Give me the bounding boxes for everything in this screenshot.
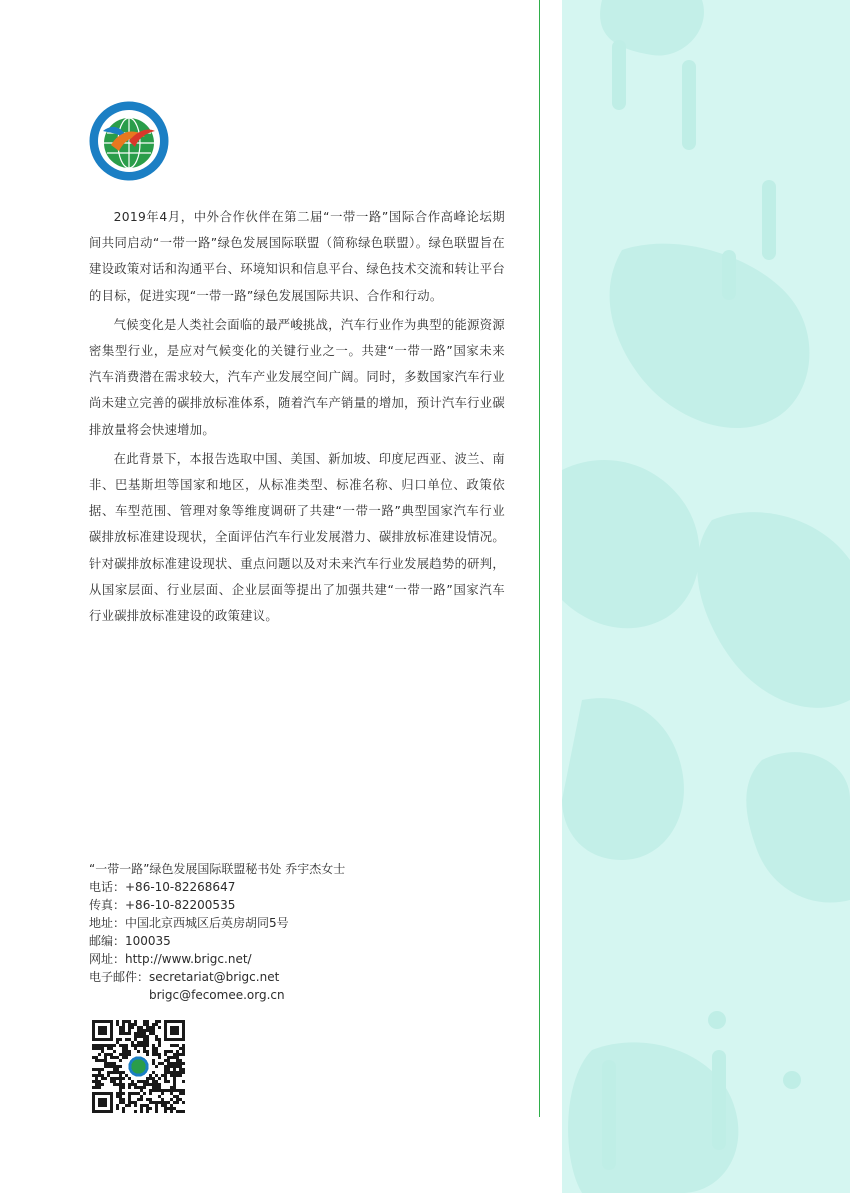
decorative-side-panel <box>562 0 850 1193</box>
qr-code-icon <box>92 1020 185 1113</box>
brigc-logo <box>89 101 169 181</box>
contact-website[interactable]: 网址：http://www.brigc.net/ <box>89 952 252 966</box>
contact-phone: 电话：+86-10-82268647 <box>89 880 236 894</box>
contact-email-primary[interactable]: 电子邮件：secretariat@brigc.net <box>89 970 280 984</box>
map-pattern-graphic <box>562 0 850 1193</box>
introduction-text <box>89 204 505 632</box>
contact-postcode: 邮编：100035 <box>89 934 171 948</box>
paragraph-2: 气候变化是人类社会面临的最严峻挑战，汽车行业作为典型的能源资源密集型行业，是应对气候变化的关键行业之一。共建“一带一路”国家未来汽车消费潜在需求较大，汽车产业发展空间广阔。同时，多数国家汽车行业尚未建立完善的碳排放标准体系，随着汽车产销量的增加，预计汽车行业碳排放量将会快速增加。 <box>89 317 505 437</box>
brigc-globe-logo-icon <box>89 101 169 181</box>
paragraph-1: 2019年4月，中外合作伙伴在第二届“一带一路”国际合作高峰论坛期间共同启动“一带一路”绿色发展国际联盟（简称绿色联盟）。绿色联盟旨在建设政策对话和沟通平台、环境知识和信息平台、绿色技术交流和转让平台的目标，促进实现“一带一路”绿色发展国际共识、合作和行动。 <box>89 210 505 303</box>
vertical-divider <box>539 0 540 1117</box>
contact-address: 地址：中国北京西城区后英房胡同5号 <box>89 916 289 930</box>
contact-email-secondary[interactable]: brigc@fecomee.org.cn <box>149 988 285 1002</box>
qr-code <box>92 1020 185 1113</box>
contact-info <box>89 860 509 1004</box>
contact-fax: 传真：+86-10-82200535 <box>89 898 236 912</box>
paragraph-3: 在此背景下，本报告选取中国、美国、新加坡、印度尼西亚、波兰、南非、巴基斯坦等国家和地区，从标准类型、标准名称、归口单位、政策依据、车型范围、管理对象等维度调研了共建“一带一路”典型国家汽车行业碳排放标准建设现状，全面评估汽车行业发展潜力、碳排放标准建设情况。针对碳排放标准建设现状、重点问题以及对未来汽车行业发展趋势的研判，从国家层面、行业层面、企业层面等提出了加强共建“一带一路”国家汽车行业碳排放标准建设的政策建议。 <box>89 451 505 624</box>
contact-org: “一带一路”绿色发展国际联盟秘书处 乔宇杰女士 <box>89 862 346 876</box>
